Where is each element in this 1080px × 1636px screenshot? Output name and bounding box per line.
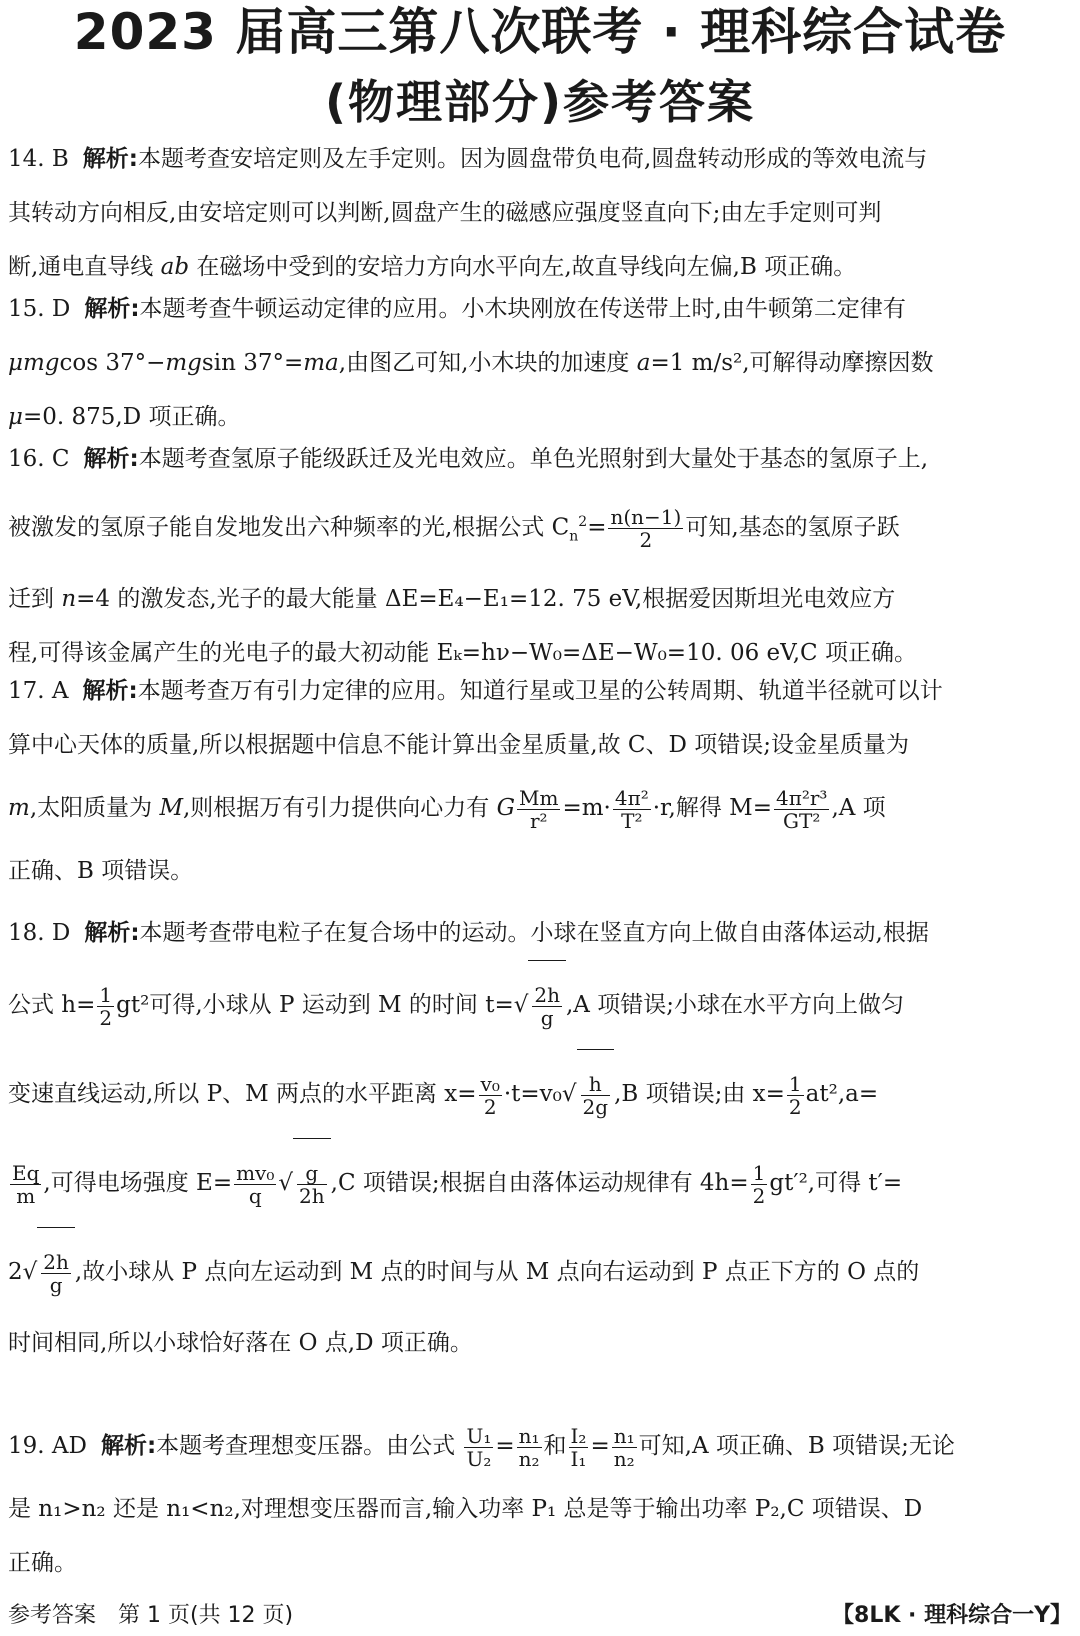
answer-18 bbox=[8, 906, 1072, 1370]
text-line: 正确、B 项错误。 bbox=[8, 858, 194, 884]
analysis-label: 解析: bbox=[84, 920, 140, 946]
answer-number: 19. AD bbox=[8, 1433, 87, 1459]
text-line: 迁到 n=4 的激发态,光子的最大能量 ΔE=E₄−E₁=12. 75 eV,根据爱因斯坦光电效应方 bbox=[8, 586, 896, 613]
text-line: 是 n₁>n₂ 还是 n₁<n₂,对理想变压器而言,输入功率 P₁ 总是等于输出功率 P₂,C 项错误、D bbox=[8, 1496, 923, 1522]
fraction: $\frac{n(n-1)}{2}$ bbox=[610, 505, 682, 553]
fraction: $\frac{2h}{g}$ bbox=[43, 1249, 69, 1297]
text-line: $\frac{Eq}{m}$ ,可得电场强度 E= $\frac{\text{mv₀}}{q}$ √ $\frac{g}{2h}$ ,C 项错误;根据自由落体运动规律有 4h= $\frac{1}{2}$ gt′²,可得 t′= bbox=[8, 1138, 1072, 1227]
text-line: 时间相同,所以小球恰好落在 O 点,D 项正确。 bbox=[8, 1330, 473, 1356]
fraction: $\frac{2h}{g}$ bbox=[534, 982, 560, 1030]
page-footer bbox=[0, 1598, 1080, 1634]
fraction: $\frac{\text{n₁}}{\text{n₂}}$ bbox=[518, 1423, 540, 1471]
text-line: μmgcos 37°−mgsin 37°=ma,由图乙可知,小木块的加速度 a=1 m/s²,可解得动摩擦因数 bbox=[8, 350, 934, 376]
analysis-label: 解析: bbox=[82, 678, 138, 704]
fraction: $\frac{\text{4π²r³}}{\text{GT²}}$ bbox=[775, 785, 828, 833]
analysis-label: 解析: bbox=[84, 296, 140, 322]
text-line: μ=0. 875,D 项正确。 bbox=[8, 404, 241, 430]
fraction: $\frac{\text{U₁}}{\text{U₂}}$ bbox=[466, 1423, 492, 1471]
answer-14 bbox=[8, 132, 1072, 294]
fraction: $\frac{g}{2h}$ bbox=[299, 1160, 325, 1208]
analysis-label: 解析: bbox=[82, 146, 138, 172]
title-line-1: 2023 届高三第八次联考 · 理科综合试卷 bbox=[73, 3, 1007, 61]
answer-19: 19. AD 解析:本题考查理想变压器。由公式 $\frac{\text{U₁}}{\text{U₂}}$ = $\frac{\text{n₁}}{\text{n₂}}$ 和 $\frac{\text{I₂}}{\text{I₁}}$ = $\frac{\text{n₁}}{\text{n₂}}$ 可知,A 项正确、B 项错误;无论 是 n₁>n₂ 还是 n₁<n₂,对理想变压器而言,输入功率 P₁ 总是等于输出功率 P₂,C 项错误、D 正确。 bbox=[8, 1410, 1072, 1590]
answer-number: 17. A bbox=[8, 678, 69, 704]
analysis-label: 解析: bbox=[100, 1433, 157, 1459]
fraction: $\frac{1}{2}$ bbox=[752, 1160, 766, 1208]
answer-number: 15. D bbox=[8, 296, 71, 322]
text-line: 正确。 bbox=[8, 1550, 77, 1576]
text-line: 2√ $\frac{2h}{g}$ ,故小球从 P 点向左运动到 M 点的时间与从 M 点向右运动到 P 点正下方的 O 点的 bbox=[8, 1227, 1072, 1316]
text: 本题考查万有引力定律的应用。知道行星或卫星的公转周期、轨道半径就可以计 bbox=[137, 678, 943, 704]
text: 本题考查牛顿运动定律的应用。小木块刚放在传送带上时,由牛顿第二定律有 bbox=[139, 296, 906, 322]
text: 本题考查安培定则及左手定则。因为圆盘带负电荷,圆盘转动形成的等效电流与 bbox=[138, 146, 928, 172]
fraction: $\frac{h}{2g}$ bbox=[582, 1071, 609, 1119]
fraction: $\frac{\text{mv₀}}{q}$ bbox=[236, 1160, 275, 1208]
fraction: $\frac{\text{n₁}}{\text{n₂}}$ bbox=[613, 1423, 635, 1471]
fraction: $\frac{Mm}{\text{r²}}$ bbox=[519, 785, 559, 833]
answer-number: 18. D bbox=[8, 920, 71, 946]
footer-page-info: 参考答案 第 1 页(共 12 页) bbox=[8, 1603, 294, 1628]
fraction: $\frac{1}{2}$ bbox=[99, 982, 113, 1030]
title-line-2: (物理部分)参考答案 bbox=[324, 75, 756, 129]
fraction: $\frac{Eq}{m}$ bbox=[12, 1160, 40, 1208]
text-line: 被激发的氢原子能自发地发出六种频率的光,根据公式 $C_n^2=$ $\frac{n(n-1)}{2}$ 可知,基态的氢原子跃 bbox=[8, 505, 900, 553]
fraction: $\frac{1}{2}$ bbox=[788, 1071, 802, 1119]
fraction: $\frac{\text{4π²}}{\text{T²}}$ bbox=[614, 785, 649, 833]
analysis-label: 解析: bbox=[83, 446, 139, 472]
fraction: $\frac{\text{I₂}}{\text{I₁}}$ bbox=[570, 1423, 587, 1471]
text-line: 变速直线运动,所以 P、M 两点的水平距离 x= $\frac{\text{v₀}}{2}$ ·t=v₀√ $\frac{h}{2g}$ ,B 项错误;由 x= $\frac{1}{2}$ at²,a= bbox=[8, 1049, 1072, 1138]
answer-16 bbox=[8, 432, 1072, 680]
answer-number: 16. C bbox=[8, 446, 70, 472]
text-line: 公式 h= $\frac{1}{2}$ gt²可得,小球从 P 运动到 M 的时间 t=√ $\frac{2h}{g}$ ,A 项错误;小球在水平方向上做匀 bbox=[8, 960, 1072, 1049]
text-line: 程,可得该金属产生的光电子的最大初动能 Eₖ=hν−W₀=ΔE−W₀=10. 06 eV,C 项正确。 bbox=[8, 640, 917, 667]
answer-number: 14. B bbox=[8, 146, 69, 172]
text-line: m,太阳质量为 M,则根据万有引力提供向心力有 G $\frac{Mm}{\text{r²}}$ =m· $\frac{\text{4π²}}{\text{T²}}$ ·r,解得 M= $\frac{\text{4π²r³}}{\text{GT²}}$ ,A 项 bbox=[8, 785, 886, 833]
fraction: $\frac{\text{v₀}}{2}$ bbox=[480, 1071, 500, 1119]
text: 本题考查氢原子能级跃迁及光电效应。单色光照射到大量处于基态的氢原子上, bbox=[138, 446, 929, 472]
footer-code: 【8LK · 理科综合一Y】 bbox=[832, 1603, 1072, 1628]
answer-15 bbox=[8, 282, 1072, 444]
text: 本题考查带电粒子在复合场中的运动。小球在竖直方向上做自由落体运动,根据 bbox=[139, 920, 929, 946]
text-line: 其转动方向相反,由安培定则可以判断,圆盘产生的磁感应强度竖直向下;由左手定则可判 bbox=[8, 200, 882, 226]
text-line: 算中心天体的质量,所以根据题中信息不能计算出金星质量,故 C、D 项错误;设金星质量为 bbox=[8, 732, 910, 758]
text-line: 断,通电直导线 ab 在磁场中受到的安培力方向水平向左,故直导线向左偏,B 项正确。 bbox=[8, 254, 857, 280]
answer-17 bbox=[8, 664, 1072, 898]
